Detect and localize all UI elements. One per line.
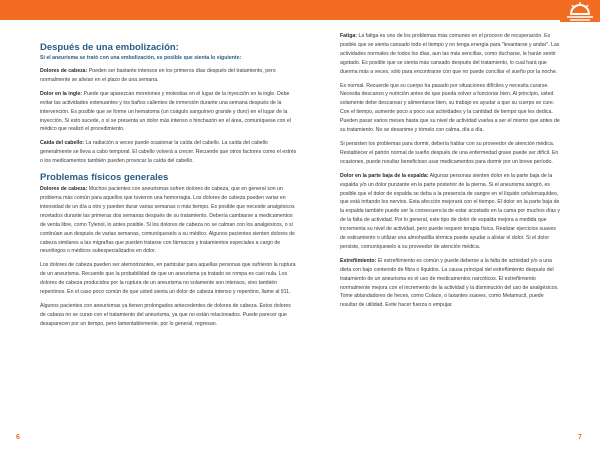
paragraph-headache-fear: Los dolores de cabeza pueden ser atemorizantes, en particular para aquellas personas que sufrieron la ruptura de un aneurisma. Recuerde que la probabilidad de que un aneurisma ya tratado se rompa es casi nula. Los dolores de cabeza producidos por la ruptura de un aneurisma no solamente son intensos, sino también repentinos. En el caso poco común de que usted sienta un dolor de cabeza intenso y repentino, llame al 911.	[40, 262, 296, 296]
paragraph-normal-recovery: Es normal. Recuerde que su cuerpo ha pasado por situaciones difíciles y necesita curarse. Necesita descanso y nutrición antes de que pueda volver a funcionar bien. Al principio, usted solamente debe descansar y alimentarse bien, su trabajo es ayudar a que su cuerpo se cure. Con el tiempo, aumente poco a poco sus actividades y la cantidad de tiempo que les dedica. Pueden pasar varios meses hasta que su nivel de actividad vuelva a ser el mismo que antes de su tratamiento. No se desanime y tómelo con calma, día a día.	[340, 82, 560, 134]
page-number-left: 6	[16, 434, 20, 441]
paragraph-constipation: Estreñimiento: El estreñimiento es común y puede deberse a la falta de actividad y/o a una dieta con bajo contenido de fibra o líquidos. La causa principal del estreñimiento después del tratamiento de un aneurisma es el uso de medicamentos narcóticos. El estreñimiento normalmente mejora con el incremento de la actividad y la disminución del uso de analgésicos. Tome ablandadores de heces, como Colace, o laxantes suaves, como Metamucil, puede resultar de utilidad. Evite hacer fuerza o empujar.	[340, 257, 559, 309]
paragraph-back-pain: Dolor en la parte baja de la espalda: Algunas personas sienten dolor en la parte baja de la espalda y/o un dolor punzante en la parte posterior de la pierna. Si el aneurisma sangró, es posible que el dolor de espalda se deba a la presencia de sangre en el líquido cefalorraquídeo, que está irritando los nervios. Esta afección mejorará con el tiempo. El dolor en la parte baja de la espalda también puede ser la consecuencia de estar acostado en la cama por muchos días y de la falta de actividad. Por lo general, este tipo de dolor de espalda mejora a medida que incrementa su nivel de actividad, pero puede requerir terapia física. Realizar ejercicios suaves de estiramiento o utilizar una almohadilla térmica puede ayudar a aliviar el dolor. Si el dolor persiste, comuníqueselo a su proveedor de atención médica.	[340, 172, 561, 250]
paragraph-headaches: Dolores de cabeza: Pueden ser bastante intensos en los primeros días después del tratamiento, pero normalmente se alivian en el plazo de una semana.	[40, 68, 276, 83]
section-subheading: Si el aneurisma se trató con una embolización, es posible que sienta lo siguiente:	[40, 55, 242, 61]
section-heading-physical-problems: Problemas físicos generales	[40, 172, 169, 184]
left-page-column	[40, 32, 298, 334]
paragraph-headache-history: Algunos pacientes con aneurismas ya tienen prolongados antecedentes de dolores de cabeza. Estos dolores de cabeza no se curan con el tratamiento del aneurisma, ya que no están relacionados. Puede parecer que desaparecen por un tiempo, pero lamentablemente, por lo general, regresan.	[40, 302, 291, 327]
section-heading-embolization: Después de una embolización:	[40, 42, 179, 53]
paragraph-fatigue: Fatiga: La fatiga es uno de los problemas más comunes en el proceso de recuperación. Es posible que se sienta cansado todo el tiempo y no tenga energía para "levantarse y andar". Las actividades normales de todos los días, aun las más sencillas, como ducharse, le harán sentir agotado. Es posible que se sienta más cansado después del tratamiento, lo cual hará que duerma más a veces, sólo para encontrarse con que no puede conciliar el sueño por la noche.	[340, 33, 560, 75]
paragraph-general-headaches: Dolores de cabeza: Muchos pacientes con aneurismas sufren dolores de cabeza, que en general son un problema más común para aquellos que tuvieron una hemorragia. Los dolores de cabeza pueden variar en intensidad de un día a otro y pueden durar varias semanas o más tiempo. Es posible que necesite analgésicos recetados durante las primeras dos semanas después de su tratamiento. Debería cambiarse a medicamentos de venta libre, como Tylenol, lo antes posible. Si los dolores de cabeza no se calman con los analgésicos, o si continúan aun después de varias semanas, comuníqueselo a su médico. Algunos pacientes sienten dolores de cabeza similares a las migrañas que pueden tratarse con fármacos y tratamientos especiales a cargo de neurólogos o médicos subespecializados en dolor.	[40, 186, 295, 255]
right-page-column	[340, 32, 562, 315]
header-bar	[0, 0, 600, 20]
rising-sun-logo-icon	[560, 0, 600, 22]
paragraph-hair-loss: Caída del cabello: La radiación a veces puede ocasionar la caída del cabello. La caída del cabello generalmente se lleva a cabo temporal. El cabello volverá a crecer. Recuerde que otros factores como el estrés o los medicamentos también pueden provocar la caída del cabello.	[40, 140, 297, 165]
paragraph-sleep-problems: Si persisten los problemas para dormir, debería hablar con su proveedor de atención médica. Restablecer el patrón normal de sueño después de una enfermedad grave puede ser difícil. En ocasiones, puede resultar beneficioso usar medicamentos para dormir por un breve período.	[340, 140, 559, 165]
page-number-right: 7	[578, 434, 582, 441]
paragraph-groin-pain: Dolor en la ingle: Puede que aparezcan moretones y molestias en el lugar de la inyección en la ingle. Debe evitar las actividades extenuantes y los baños calientes de inmersión durante una semana después de la intervención. Es posible que se forme un hematoma (un coágulo sanguíneo grande y duro) en el lugar de la inyección. Si esto sucede, o si se presenta un dolor más intenso o hinchazón en el área, comuníquese con el médico que realizó el procedimiento.	[40, 90, 291, 133]
